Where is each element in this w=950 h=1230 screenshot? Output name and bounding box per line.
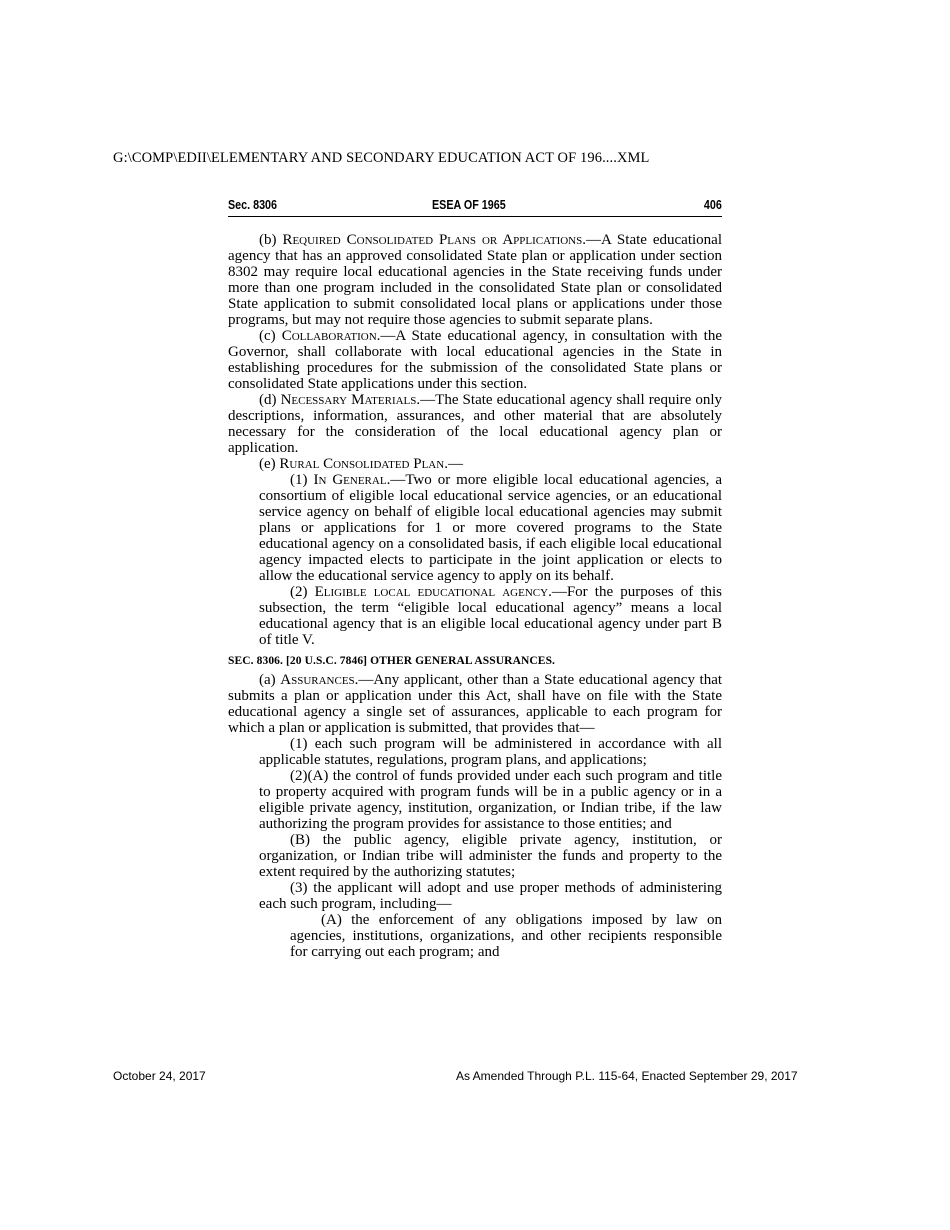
subsection-e-heading: Rural Consolidated Plan: [279, 456, 445, 472]
page-number: 406: [704, 198, 722, 212]
paragraph-a1: (1) each such program will be administered in accordance with all applicable statutes, regulations, program plans, and applications;: [259, 736, 722, 768]
footer-amended: As Amended Through P.L. 115-64, Enacted September 29, 2017: [456, 1069, 798, 1083]
subsection-c-heading: Collaboration: [281, 328, 377, 344]
subsection-b-heading: Required Consolidated Plans or Applications: [282, 232, 583, 248]
paragraph-a3: (3) the applicant will adopt and use proper methods of administering each such program, including—: [259, 880, 722, 912]
subsection-c: (c) Collaboration.—A State educational agency, in consultation with the Governor, shall collaborate with local educational agencies in the State in establishing procedures for the submission of the consolidated State plans or consolidated State applications under this section.: [228, 328, 723, 392]
file-path: G:\COMP\EDII\ELEMENTARY AND SECONDARY EDUCATION ACT OF 196....XML: [113, 150, 650, 166]
paragraph-e2: (2) Eligible local educational agency.—For the purposes of this subsection, the term “eligible local educational agency” means a local educational agency that is an eligible local educational agency under part B of title V.: [259, 584, 722, 648]
running-header: [228, 197, 722, 217]
section-number: Sec. 8306: [228, 198, 278, 212]
paragraph-e2-heading: Eligible local educational agency: [314, 584, 549, 600]
subsection-d-heading: Necessary Materials: [280, 392, 417, 408]
subsection-c-text: A State educational agency, in consultation with the Governor, shall collaborate with local educational agencies in the State in establishing procedures for the submission of the consolidated State plans or consolidated State applications under this section.: [228, 328, 723, 392]
subsection-d: (d) Necessary Materials.—The State educational agency shall require only descriptions, information, assurances, and other material that are absolutely necessary for the consideration of the local educational agency plan or application.: [228, 392, 723, 456]
paragraph-e1-label: (1): [290, 472, 308, 488]
paragraph-e1-heading: In General: [313, 472, 387, 488]
subsection-b-label: (b): [259, 232, 277, 248]
subsection-b: (b) Required Consolidated Plans or Applications.—A State educational agency that has an approved consolidated State plan or application under section 8302 may require local educational agencies in the State receiving funds under more than one program included in the consolidated State plan or consolidated State application to submit consolidated local plans or applications under those programs, but may not require those agencies to submit separate plans.: [228, 232, 722, 328]
subsection-e: (e) Rural Consolidated Plan.—: [259, 456, 463, 472]
paragraph-e2-label: (2): [290, 584, 308, 600]
section-heading: SEC. 8306. [20 U.S.C. 7846] OTHER GENERAL ASSURANCES.: [228, 655, 556, 667]
paragraph-a2a: (2)(A) the control of funds provided under each such program and title to property acquired with program funds will be in a public agency or in a eligible private agency, institution, organization, or Indian tribe, if the law authorizing the program provides for assistance to those entities; and: [259, 768, 722, 832]
act-title: ESEA OF 1965: [432, 198, 506, 212]
subsection-a-heading: Assurances: [280, 672, 355, 688]
subsection-a-text: Any applicant, other than a State educational agency that submits a plan or application under this Act, shall have on file with the State educational agency a single set of assurances, applicable to each program for which a plan or application is submitted, that provides that—: [228, 672, 723, 736]
footer-date: October 24, 2017: [113, 1069, 206, 1083]
subsection-d-text: The State educational agency shall require only descriptions, information, assurances, and other material that are absolutely necessary for the consideration of the local educational agency plan or application.: [228, 392, 723, 456]
subsection-d-label: (d): [259, 392, 277, 408]
paragraph-e1: (1) In General.—Two or more eligible local educational agencies, a consortium of eligible local educational service agencies, or an educational service agency on behalf of eligible local educational agencies may submit plans or applications for 1 or more covered programs to the State educational agency on a consolidated basis, if each eligible local educational agency impacted elects to participate in the joint application or elects to allow the educational service agency to apply on its behalf.: [259, 472, 723, 584]
subsection-b-text: A State educational agency that has an approved consolidated State plan or application under section 8302 may require local educational agencies in the State receiving funds under more than one program included in the consolidated State plan or consolidated State application to submit consolidated local plans or applications under those programs, but may not require those agencies to submit separate plans.: [228, 232, 722, 328]
subsection-c-label: (c): [259, 328, 276, 344]
subsection-e-label: (e): [259, 456, 276, 472]
paragraph-a3a: (A) the enforcement of any obligations imposed by law on agencies, institutions, organizations, and other recipients responsible for carrying out each program; and: [290, 912, 722, 960]
subsection-a-label: (a): [259, 672, 276, 688]
paragraph-e2-text: For the purposes of this subsection, the term “eligible local educational agency” means a local educational agency that is an eligible local educational agency under part B of title V.: [259, 584, 722, 648]
subsection-a: (a) Assurances.—Any applicant, other than a State educational agency that submits a plan or application under this Act, shall have on file with the State educational agency a single set of assurances, applicable to each program for which a plan or application is submitted, that provides that—: [228, 672, 723, 736]
paragraph-a2b: (B) the public agency, eligible private agency, institution, or organization, or Indian tribe will administer the funds and property to the extent required by the authorizing statutes;: [259, 832, 722, 880]
document-body: [228, 232, 722, 960]
paragraph-e1-text: Two or more eligible local educational agencies, a consortium of eligible local educational service agencies, or an educational service agency on behalf of eligible local educational agencies may submit plans or applications for 1 or more covered programs to the State educational agency on a consolidated basis, if each eligible local educational agency impacted elects to participate in the joint application or elects to allow the educational service agency to apply on its behalf.: [259, 472, 723, 584]
